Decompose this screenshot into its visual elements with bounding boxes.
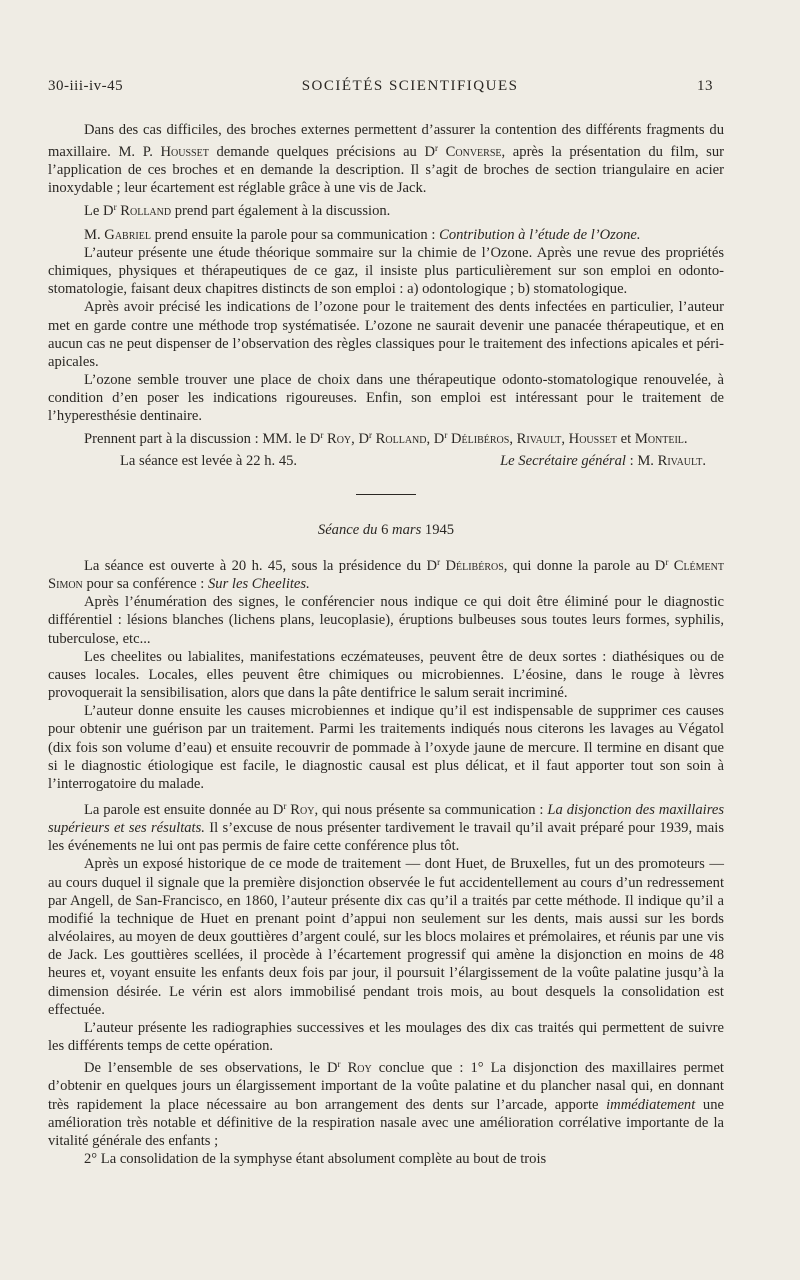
paragraph: La séance est ouverte à 20 h. 45, sous la présidence du $D^r$ Délibéros, qui donne la parole au $D^r$ Clément Simon pour sa conférence : Sur les Cheelites.: [48, 556, 724, 593]
paragraph: 2° La consolidation de la symphyse étant absolument complète au bout de trois: [84, 1150, 547, 1167]
header-date: 30-iii-iv-45: [48, 78, 124, 94]
paragraph: L’auteur présente les radiographies successives et les moulages des dix cas traités qui permettent de suivre les différents temps de cette opération.: [48, 1019, 724, 1055]
closing-line: [48, 452, 724, 470]
paragraph: L’auteur donne ensuite les causes microbiennes et indique qu’il est indispensable de supprimer ces causes pour obtenir une guérison par un traitement. Parmi les traitements indiqués nous citerons les lavages au Végatol (dix fois son volume d’eau) et ensuite recouvrir de pommade à l’oxyde jaune de mercure. Il termine en disant que si le diagnostic étiologique est facile, le diagnostic causal est plus délicat, et il faut apporter tout son soin à l’interrogatoire du malade.: [48, 703, 724, 792]
paragraph: L’ozone semble trouver une place de choix dans une thérapeutique odonto-stomatologique renouvelée, à condition d’en poser les indications rigoureuses. Enfin, son emploi est intéressant pour le traitement de l’hyperesthésie dentinaire.: [48, 372, 724, 425]
running-head: [48, 78, 713, 95]
paragraph: Prennent part à la discussion : MM. le $D^r$ Roy, $D^r$ Rolland, $D^r$ Délibéros, Rivault, Housset et Monteil.: [84, 429, 688, 447]
closing-time: La séance est levée à 22 h. 45.: [120, 452, 298, 469]
paragraph: La parole est ensuite donnée au $D^r$ Roy, qui nous présente sa communication : La disjonction des maxillaires supérieurs et ses résultats. Il s’excuse de nous présenter tardivement le travail qu’il avait préparé pour 1939, mais les événements ne lui ont pas permis de faire cette conférence plus tôt.: [48, 801, 724, 855]
page-number: 13: [696, 78, 713, 94]
paragraph: Après un exposé historique de ce mode de traitement — dont Huet, de Bruxelles, fut un des promoteurs — au cours duquel il signale que la première disjonction observée le fut accidentellement au cours d’un redressement par Angell, de San-Francisco, en 1860, l’auteur présente dix cas qu’il a traités par cette méthode. Il indique qu’il a modifié la technique de Huet en prenant point d’appui non seulement sur les dents, mais aussi sur les bords alvéolaires, au moyen de deux gouttières d’argent coulé, sur les blocs molaires et prémolaires, et réunis par une vis de Jack. Les gouttières scellées, il procède à l’écartement progressif qui amène la disjonction en moins de 48 heures et, voyant ensuite les enfants deux fois par jour, il poursuit l’élargissement de la voûte palatine jusqu’à la dimension désirée. Le vérin est alors immobilisé pendant trois mois, au bout desquels la consolidation est effectuée.: [48, 856, 724, 1018]
paragraph: De l’ensemble de ses observations, le $D^r$ Roy conclue que : 1° La disjonction des maxillaires permet d’obtenir en quelques jours un élargissement important de la voûte palatine et du plancher nasal qui, en donnant très rapidement la place nécessaire au bon arrangement des dents sur l’arcade, apporte immédiatement une amélioration très notable et définitive de la respiration nasale avec une amélioration corrélative importante de la vitalité générale des enfants ;: [48, 1059, 724, 1149]
paragraph: Après avoir précisé les indications de l’ozone pour le traitement des dents infectées en particulier, l’auteur met en garde contre une méthode trop systématisée. L’ozone ne saurait devenir une panacée thérapeutique, et en aucun cas ne peut dispenser de l’observation des règles classiques pour le traitement des infections apicales et péri-apicales.: [48, 299, 724, 370]
paragraph: Après l’énumération des signes, le conférencier nous indique ce qui doit être éliminé pour le diagnostic différentiel : lésions blanches (lichens plans, leucoplasie), éruptions bulbeuses sous toutes leurs formes, syphilis, tuberculose, etc...: [48, 594, 724, 647]
paragraph: L’auteur présente une étude théorique sommaire sur la chimie de l’Ozone. Après une revue des propriétés chimiques, physiques et thérapeutiques de ce gaz, il insiste plus particulièrement sur son emploi en odonto-stomatologie, faisant deux chapitres distincts de son emploi : a) odontologique ; b) stomatologique.: [48, 244, 724, 298]
section-heading: Séance du 6 mars 1945: [317, 521, 455, 538]
paragraph: M. Gabriel prend ensuite la parole pour sa communication : Contribution à l’étude de l’Ozone.: [84, 226, 641, 243]
paragraph: Dans des cas difficiles, des broches externes permettent d’assurer la contention des différents fragments du maxillaire. M. P. Housset demande quelques précisions au $D^r$ Converse, après la présentation du film, sur l’application de ces broches et en demande la description. Il s’agit de broches de section triangulaire en acier inoxydable ; leur écartement est réglable grâce à une vis de Jack.: [48, 122, 724, 197]
paragraph: Le $D^r$ Rolland prend part également à la discussion.: [84, 201, 391, 219]
article-body: [48, 121, 724, 1168]
paragraph: Les cheelites ou labialites, manifestations eczémateuses, peuvent être de deux sortes : diathésiques ou de causes locales. Locales, elles peuvent être chimiques ou microbiennes. L’éosine, dans le rouge à lèvres provoquerait la sensibilisation, alors que dans la pâte dentifrice le salum serait incriminé.: [48, 648, 724, 702]
section-divider: [356, 494, 416, 495]
header-title: SOCIÉTÉS SCIENTIFIQUES: [301, 78, 519, 94]
secretary-signature: Le Secrétaire général : M. Rivault.: [500, 452, 706, 469]
